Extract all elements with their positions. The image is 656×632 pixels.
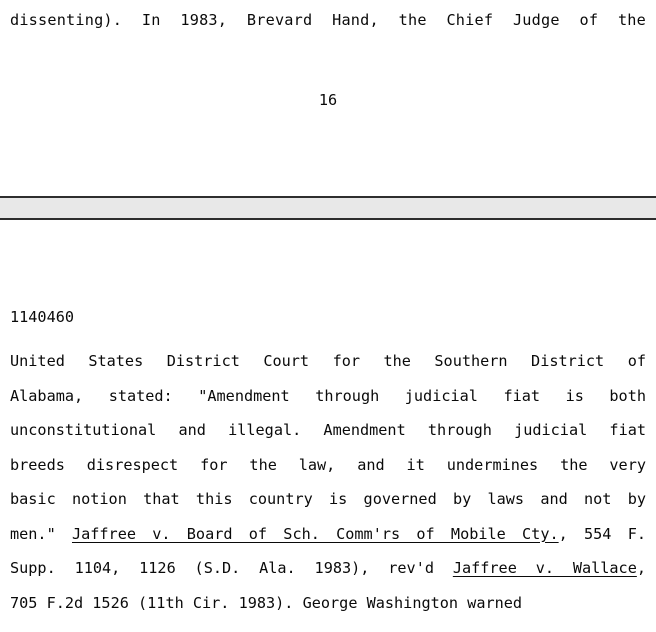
- document-text-line: [10, 517, 646, 552]
- document-text-line: [10, 379, 646, 414]
- page-separator-fill: [0, 198, 656, 218]
- document-text-line: dissenting). In 1983, Brevard Hand, the Chief Judge of the: [10, 11, 646, 29]
- text-run: breeds disrespect for the law, and it undermines the very: [10, 455, 646, 474]
- document-body: [10, 344, 646, 620]
- text-run: , 554 F.: [558, 524, 646, 543]
- document-text-line: [10, 551, 646, 586]
- page-top-margin: [10, 220, 646, 300]
- page-separator-rule-top: [0, 196, 656, 198]
- document-text-line: [10, 586, 646, 621]
- document-text-line: [10, 413, 646, 448]
- text-run: unconstitutional and illegal. Amendment through judicial fiat: [10, 421, 646, 439]
- text-run: 705 F.2d 1526 (11th Cir. 1983). George Washington warned: [10, 593, 523, 612]
- document-text-line: [10, 448, 646, 483]
- document-text-line: [10, 482, 646, 517]
- text-run: basic notion that this country is governed by laws and not by: [10, 490, 646, 508]
- page-fragment-top: [0, 0, 656, 196]
- bates-number: 1140460: [10, 308, 75, 326]
- text-run: ,: [636, 559, 646, 577]
- page-number: 16: [318, 91, 338, 109]
- case-citation: Jaffree v. Board of Sch. Comm'rs of Mobile Cty.: [71, 524, 559, 543]
- page-separator: [0, 196, 656, 220]
- text-run: men.": [10, 524, 72, 543]
- text-run: Supp. 1104, 1126 (S.D. Ala. 1983), rev'd: [10, 559, 453, 577]
- case-citation: Jaffree v. Wallace: [452, 559, 637, 577]
- text-run: Alabama, stated: "Amendment through judicial fiat is both: [10, 386, 646, 405]
- text-run: United States District Court for the Southern District of: [10, 352, 646, 370]
- page-fragment-bottom: [0, 220, 656, 632]
- document-text-line: [10, 344, 646, 379]
